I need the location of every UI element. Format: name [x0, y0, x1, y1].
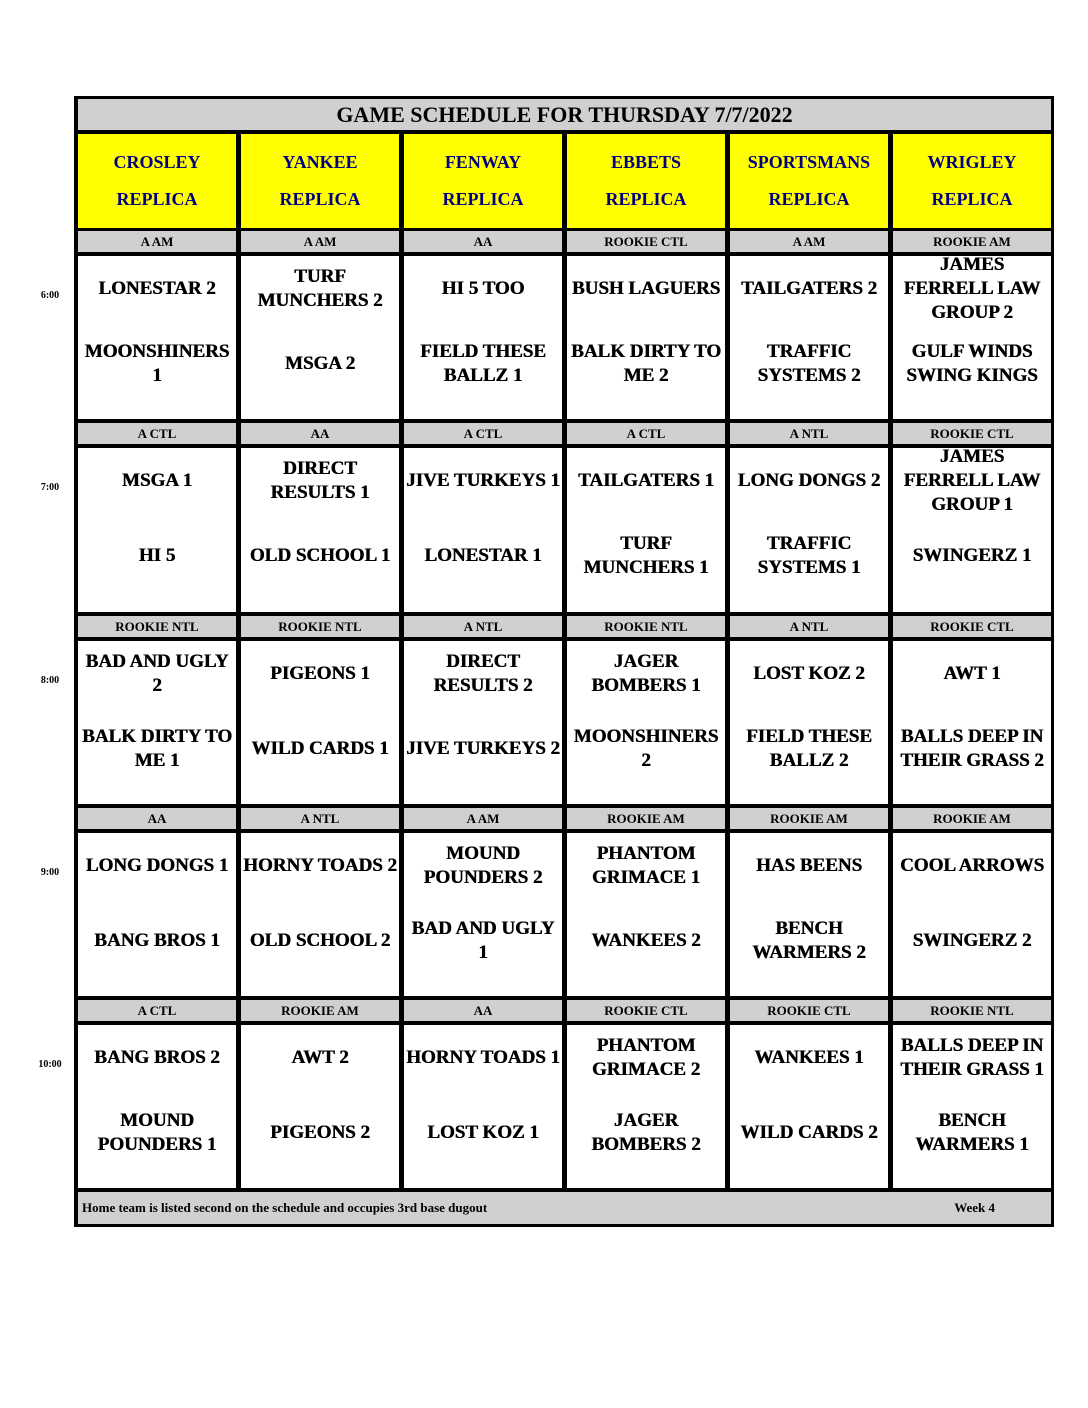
division-label: A NTL	[241, 808, 399, 829]
division-label: ROOKIE NTL	[567, 616, 725, 637]
division-label: A CTL	[78, 423, 236, 444]
game-cell	[730, 448, 888, 612]
home-team: JIVE TURKEYS 2	[406, 738, 560, 759]
division-label: A AM	[241, 231, 399, 252]
away-team: JAMES FERRELL LAW GROUP 2	[903, 254, 1041, 323]
home-team: JAGER BOMBERS 2	[591, 1110, 701, 1155]
away-team: LONG DONGS 2	[737, 470, 881, 491]
time-label: 8:00	[40, 675, 60, 686]
game-cell	[404, 641, 562, 804]
division-label: A CTL	[567, 423, 725, 444]
venue-header	[404, 134, 562, 228]
venue-header	[730, 134, 888, 228]
division-label: ROOKIE NTL	[78, 616, 236, 637]
game-cell	[893, 641, 1051, 804]
game-cell	[893, 448, 1051, 612]
away-team: MOUND POUNDERS 2	[423, 843, 543, 888]
game-cell	[241, 256, 399, 419]
division-label: A CTL	[78, 1000, 236, 1021]
away-team: LOST KOZ 2	[753, 663, 865, 684]
venue-name: CROSLEY	[113, 152, 201, 172]
footer-note: Home team is listed second on the schedule and occupies 3rd base dugout	[82, 1200, 488, 1215]
division-label: ROOKIE CTL	[730, 1000, 888, 1021]
venue-subtitle: REPLICA	[279, 189, 361, 209]
home-team: MOONSHINERS 1	[84, 341, 230, 386]
away-team: AWT 2	[291, 1047, 349, 1068]
away-team: DIRECT RESULTS 1	[270, 458, 370, 503]
division-label: A AM	[730, 231, 888, 252]
game-cell	[893, 833, 1051, 996]
venue-header	[567, 134, 725, 228]
home-team: MOUND POUNDERS 1	[97, 1110, 217, 1155]
game-cell	[241, 641, 399, 804]
home-team: BALK DIRTY TO ME 1	[82, 726, 232, 771]
home-team: SWINGERZ 1	[912, 545, 1032, 566]
game-cell	[78, 448, 236, 612]
time-label: 7:00	[40, 482, 60, 493]
game-cell	[567, 1025, 725, 1188]
home-team: SWINGERZ 2	[912, 930, 1032, 951]
home-team: BANG BROS 1	[94, 930, 220, 951]
game-cell	[78, 833, 236, 996]
away-team: TAILGATERS 2	[740, 278, 878, 299]
away-team: COOL ARROWS	[899, 855, 1045, 876]
away-team: JIVE TURKEYS 1	[406, 470, 560, 491]
home-team: HI 5	[138, 545, 176, 566]
away-team: TURF MUNCHERS 2	[257, 266, 383, 311]
venue-header	[893, 134, 1051, 228]
division-label: ROOKIE CTL	[893, 616, 1051, 637]
game-cell	[241, 1025, 399, 1188]
venue-name: YANKEE	[282, 152, 358, 172]
division-label: ROOKIE AM	[893, 231, 1051, 252]
footer-bar	[78, 1192, 1051, 1224]
game-cell	[567, 448, 725, 612]
division-label: A CTL	[404, 423, 562, 444]
game-cell	[404, 833, 562, 996]
home-team: BENCH WARMERS 1	[915, 1110, 1029, 1155]
home-team: TRAFFIC SYSTEMS 2	[757, 341, 861, 386]
home-team: BENCH WARMERS 2	[752, 918, 866, 963]
venue-name: WRIGLEY	[927, 152, 1017, 172]
division-label: A NTL	[730, 616, 888, 637]
away-team: TAILGATERS 1	[577, 470, 715, 491]
game-cell	[567, 641, 725, 804]
time-label: 6:00	[40, 290, 60, 301]
home-team: BALK DIRTY TO ME 2	[571, 341, 721, 386]
time-label: 10:00	[38, 1059, 62, 1070]
game-cell	[730, 1025, 888, 1188]
game-cell	[893, 256, 1051, 419]
schedule-table	[74, 96, 1054, 1227]
venue-subtitle: REPLICA	[116, 189, 198, 209]
away-team: HI 5 TOO	[441, 278, 525, 299]
away-team: AWT 1	[943, 663, 1001, 684]
away-team: BAD AND UGLY 2	[85, 651, 229, 696]
home-team: MOONSHINERS 2	[573, 726, 719, 771]
division-label: ROOKIE NTL	[893, 1000, 1051, 1021]
home-team: WILD CARDS 2	[740, 1122, 878, 1143]
week-label: Week 4	[954, 1200, 995, 1215]
division-label: AA	[78, 808, 236, 829]
home-team: GULF WINDS SWING KINGS	[906, 341, 1038, 386]
away-team: WANKEES 1	[754, 1047, 864, 1068]
game-cell	[78, 641, 236, 804]
division-label: AA	[404, 231, 562, 252]
away-team: LONESTAR 2	[98, 278, 216, 299]
game-cell	[567, 256, 725, 419]
division-label: A AM	[78, 231, 236, 252]
home-team: FIELD THESE BALLZ 2	[746, 726, 872, 771]
page-title: GAME SCHEDULE FOR THURSDAY 7/7/2022	[78, 99, 1051, 130]
game-cell	[730, 833, 888, 996]
away-team: BUSH LAGUERS	[571, 278, 721, 299]
home-team: PIGEONS 2	[270, 1122, 370, 1143]
game-cell	[404, 1025, 562, 1188]
home-team: LONESTAR 1	[424, 545, 542, 566]
away-team: PHANTOM GRIMACE 1	[591, 843, 701, 888]
venue-name: EBBETS	[610, 152, 682, 172]
home-team: TURF MUNCHERS 1	[583, 533, 709, 578]
division-label: AA	[404, 1000, 562, 1021]
game-cell	[241, 833, 399, 996]
game-cell	[78, 1025, 236, 1188]
away-team: DIRECT RESULTS 2	[433, 651, 533, 696]
division-label: ROOKIE CTL	[567, 1000, 725, 1021]
home-team: WILD CARDS 1	[251, 738, 389, 759]
division-label: A NTL	[404, 616, 562, 637]
division-label: ROOKIE CTL	[893, 423, 1051, 444]
venue-subtitle: REPLICA	[768, 189, 850, 209]
away-team: JAMES FERRELL LAW GROUP 1	[903, 446, 1041, 515]
division-label: ROOKIE CTL	[567, 231, 725, 252]
game-cell	[567, 833, 725, 996]
venue-header	[78, 134, 236, 228]
game-cell	[241, 448, 399, 612]
venue-name: SPORTSMANS	[747, 152, 871, 172]
game-cell	[730, 256, 888, 419]
home-team: BALLS DEEP IN THEIR GRASS 2	[900, 726, 1044, 771]
home-team: OLD SCHOOL 1	[249, 545, 391, 566]
division-label: ROOKIE AM	[893, 808, 1051, 829]
home-team: OLD SCHOOL 2	[249, 930, 391, 951]
game-cell	[893, 1025, 1051, 1188]
away-team: JAGER BOMBERS 1	[591, 651, 701, 696]
venue-subtitle: REPLICA	[442, 189, 524, 209]
venue-subtitle: REPLICA	[931, 189, 1013, 209]
time-label: 9:00	[40, 867, 60, 878]
home-team: MSGA 2	[284, 353, 356, 374]
game-cell	[78, 256, 236, 419]
home-team: WANKEES 2	[591, 930, 701, 951]
away-team: HAS BEENS	[755, 855, 863, 876]
game-cell	[404, 448, 562, 612]
venue-name: FENWAY	[444, 152, 522, 172]
home-team: TRAFFIC SYSTEMS 1	[757, 533, 861, 578]
division-label: ROOKIE AM	[241, 1000, 399, 1021]
venue-subtitle: REPLICA	[605, 189, 687, 209]
home-team: LOST KOZ 1	[427, 1122, 539, 1143]
division-label: ROOKIE NTL	[241, 616, 399, 637]
away-team: PIGEONS 1	[270, 663, 370, 684]
away-team: PHANTOM GRIMACE 2	[591, 1035, 701, 1080]
away-team: LONG DONGS 1	[85, 855, 229, 876]
away-team: MSGA 1	[121, 470, 193, 491]
game-cell	[730, 641, 888, 804]
away-team: BANG BROS 2	[94, 1047, 220, 1068]
division-label: ROOKIE AM	[567, 808, 725, 829]
division-label: AA	[241, 423, 399, 444]
venue-header	[241, 134, 399, 228]
game-cell	[404, 256, 562, 419]
division-label: A AM	[404, 808, 562, 829]
home-team: FIELD THESE BALLZ 1	[420, 341, 546, 386]
division-label: ROOKIE AM	[730, 808, 888, 829]
home-team: BAD AND UGLY 1	[411, 918, 555, 963]
away-team: HORNY TOADS 1	[406, 1047, 560, 1068]
division-label: A NTL	[730, 423, 888, 444]
away-team: BALLS DEEP IN THEIR GRASS 1	[900, 1035, 1044, 1080]
away-team: HORNY TOADS 2	[243, 855, 397, 876]
